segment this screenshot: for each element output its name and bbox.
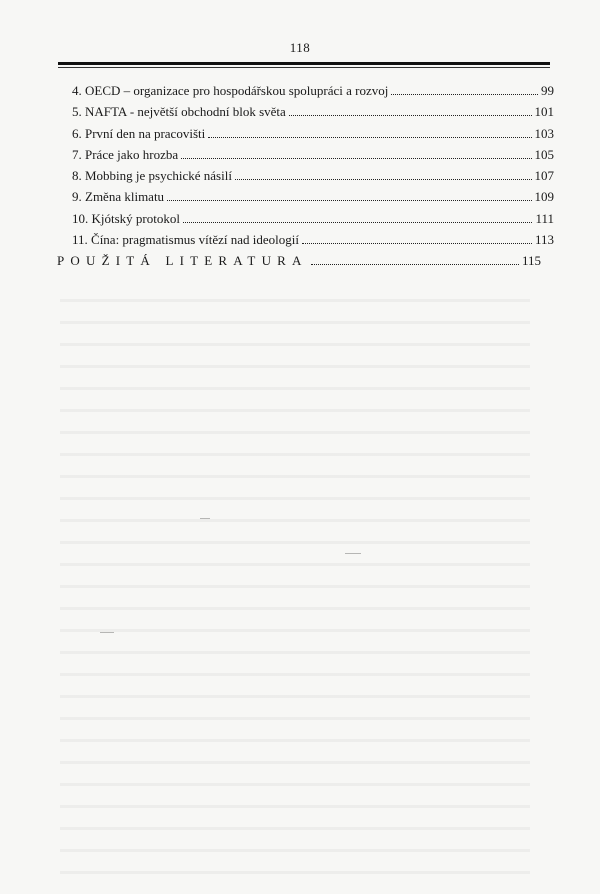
- toc-entry-title: 6. První den na pracovišti: [72, 125, 206, 141]
- paper-speck: [345, 553, 361, 554]
- toc-leader-dots: [391, 93, 538, 95]
- paper-speck: [200, 518, 210, 519]
- toc-entry: [72, 229, 554, 250]
- toc-bibliography-page: 115: [521, 253, 541, 269]
- toc-entry: [72, 101, 554, 122]
- toc-entry-page: 109: [534, 189, 554, 205]
- toc-entry-title: 10. Kjótský protokol: [72, 210, 180, 226]
- paper-speck: [100, 632, 114, 633]
- toc-entry: [72, 165, 554, 186]
- toc-leader-dots: [302, 242, 532, 244]
- toc-entry-title: 5. NAFTA - největší obchodní blok světa: [72, 104, 286, 120]
- toc-leader-dots: [183, 221, 532, 223]
- toc-leader-dots: [208, 136, 531, 138]
- toc-leader-dots: [311, 263, 519, 265]
- toc-leader-dots: [289, 114, 532, 116]
- toc-entry-page: 113: [534, 232, 554, 248]
- header-rule-thin: [58, 67, 550, 68]
- toc-entry: [72, 208, 554, 229]
- toc-entry: [72, 123, 554, 144]
- toc-entry-page: 111: [535, 210, 554, 226]
- show-through-texture: [60, 280, 530, 880]
- toc-entry-bibliography: [57, 250, 541, 271]
- toc-entry-title: 7. Práce jako hrozba: [72, 146, 179, 162]
- toc-entry-page: 99: [541, 83, 554, 98]
- toc-entry-page: 107: [534, 168, 554, 184]
- toc-entry-page: 105: [534, 146, 554, 162]
- page-number: 118: [289, 40, 311, 55]
- toc-entry: [72, 144, 554, 165]
- toc-entry-title: 8. Mobbing je psychické násilí: [72, 168, 232, 184]
- toc-entry-title: 11. Čína: pragmatismus vítězí nad ideologií: [72, 232, 299, 248]
- toc-entry-page: 103: [534, 125, 554, 141]
- toc-entry: [72, 186, 554, 207]
- toc-leader-dots: [167, 199, 531, 201]
- table-of-contents: [57, 80, 554, 272]
- toc-leader-dots: [235, 178, 532, 180]
- toc-bibliography-title: POUŽITÁ LITERATURA: [57, 253, 308, 269]
- toc-entry-title: 9. Změna klimatu: [72, 189, 165, 205]
- toc-entry-page: 101: [534, 104, 554, 120]
- toc-entry: [72, 80, 554, 101]
- header-rule: [58, 62, 550, 65]
- toc-entry-title: 4. OECD – organizace pro hospodářskou spolupráci a rozvoj: [72, 83, 389, 98]
- toc-leader-dots: [181, 157, 531, 159]
